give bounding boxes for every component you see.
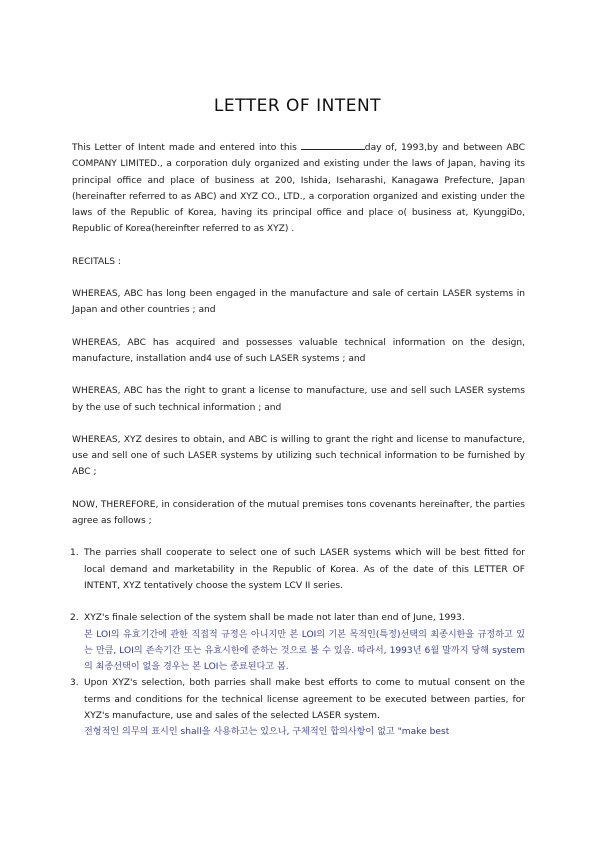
intro-paragraph (72, 140, 525, 238)
item-text: XYZ's finale selection of the system shall be made not later than end of June, 1993. (84, 613, 465, 624)
recitals-heading: RECITALS : (72, 256, 121, 267)
whereas-clause: WHEREAS, ABC has long been engaged in the manufacture and sale of certain LASER systems in Japan and other countries ; and (72, 289, 525, 316)
intro-text-end: day of, 1993,by and between ABC COMPANY LIMITED., a corporation duly organized and existing under the laws of Japan, having its principal office and place of business at 200, Ishida, Iseharashi, Kanagawa Prefecture, Japan (hereinafter referred to as ABC) and XYZ CO., LTD., a corporation organized and existing under the laws of the Republic of Korea, having its principal office and place o( business at, KyunggiDo, Republic of Korea(hereinfter referred to as XYZ) . (72, 143, 526, 235)
whereas-clause: WHEREAS, ABC has the right to grant a license to manufacture, use and sell such LASER systems by the use of such technical information ; and (72, 386, 525, 413)
whereas-clause: WHEREAS, ABC has acquired and possesses valuable technical information on the design, manufacture, installation and4 use of such LASER systems ; and (72, 337, 525, 364)
date-blank-line (301, 140, 365, 150)
item-number: 2. (70, 613, 79, 624)
whereas-clause: WHEREAS, XYZ desires to obtain, and ABC is willing to grant the right and license to manufacture, use and sell one of such LASER systems by utilizing such technical information to be furnished by ABC ; (72, 434, 525, 478)
document-title: LETTER OF INTENT (213, 96, 382, 116)
now-therefore-paragraph: NOW, THEREFORE, in consideration of the mutual premises tons covenants hereinafter, the parties agree as follows ; (72, 499, 525, 527)
item-text: Upon XYZ's selection, both parries shall make best efforts to come to mutual consent on the terms and conditions for the technical license agreement to be executed between parties, for XYZ's manufacture, use and sales of the selected LASER system. (84, 678, 525, 722)
agreement-items (72, 545, 525, 740)
item-note-korean: 본 LOI의 유효기간에 관한 직접적 규정은 아니지만 본 LOI의 기본 목적인(특정)선택의 최종시한을 규정하고 있는 만큼, LOI의 존속기간 또는 유효시한에 준하는 것으로 볼 수 있음. 따라서, 1993년 6월 말까지 당해 system의 최종선택이 없을 경우는 본 LOI는 종료된다고 봄. (84, 629, 525, 673)
agreement-item (72, 675, 525, 740)
item-number: 3. (70, 678, 79, 689)
item-note-korean: 전형적인 의무의 표시인 shall을 사용하고는 있으나, 구체적인 합의사항이 없고 "make best (84, 727, 450, 738)
agreement-item (72, 610, 525, 675)
item-text: The parries shall cooperate to select one of such LASER systems which will be best fitted for local demand and marketability in the Republic of Korea. As of the date of this LETTER OF INTENT, XYZ tentatively choose the system LCV II series. (84, 548, 525, 591)
agreement-item (72, 545, 525, 594)
item-number: 1. (70, 548, 79, 559)
intro-text-start: This Letter of Intent made and entered into this (72, 143, 301, 153)
document-body (72, 140, 525, 751)
